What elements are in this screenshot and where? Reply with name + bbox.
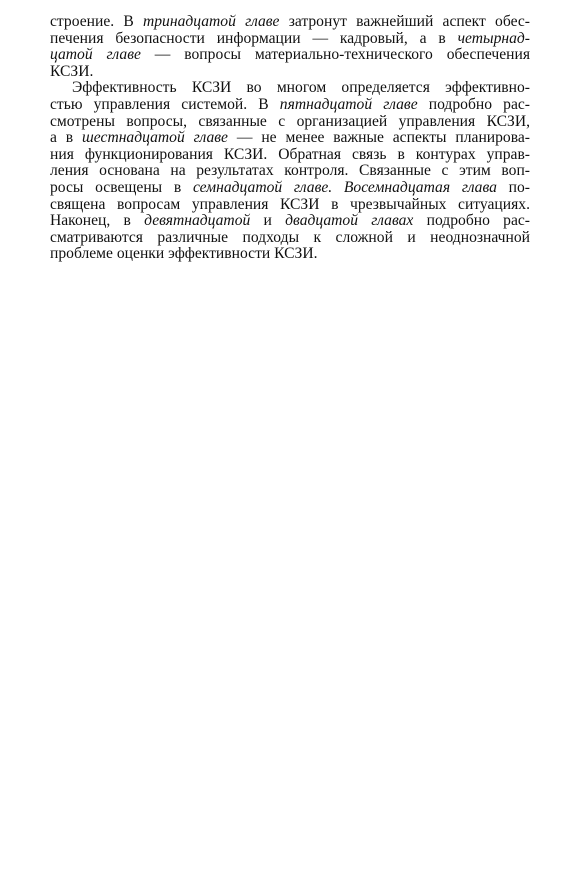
text-segment: священа вопросам управления КСЗИ в чрезвычайных ситуациях. (50, 195, 530, 213)
text-line (50, 114, 530, 131)
italic-text: пятнадцатой главе (279, 95, 418, 113)
text-segment: а в (50, 129, 83, 147)
italic-text: цатой главе (50, 46, 141, 64)
text-line (50, 97, 530, 114)
text-line (50, 213, 530, 230)
text-segment: печения безопасности информации — кадровый, а в (50, 29, 458, 47)
paragraph (50, 80, 530, 263)
text-segment: Наконец, в (50, 212, 145, 230)
italic-text: тринадцатой главе (142, 13, 280, 30)
text-line (50, 130, 530, 147)
text-line (50, 14, 530, 31)
text-segment: подробно рас- (417, 95, 530, 113)
text-segment: стью управления системой. В (50, 95, 280, 113)
italic-text: семнадцатой главе. Восемнадцатая глава (192, 178, 497, 196)
text-line (50, 163, 530, 180)
text-line (50, 197, 530, 214)
text-segment: — не менее важные аспекты планирова- (227, 129, 530, 147)
text-segment: ния функционирования КСЗИ. Обратная связь в контурах управ- (50, 145, 530, 163)
text-body (50, 14, 530, 263)
text-segment: подробно рас- (413, 212, 530, 230)
text-line (50, 64, 530, 81)
text-line (50, 246, 530, 263)
text-segment: — вопросы материально-технического обеспечения (140, 46, 530, 64)
text-segment: КСЗИ. (50, 62, 94, 80)
paragraph (50, 14, 530, 80)
text-segment: и (250, 212, 286, 230)
italic-text: четырнад- (457, 29, 530, 47)
document-page (50, 14, 530, 263)
text-segment: по- (496, 178, 531, 196)
text-segment: проблеме оценки эффективности КСЗИ. (50, 245, 318, 263)
text-segment: смотрены вопросы, связанные с организацией управления КСЗИ, (50, 112, 530, 130)
text-segment: росы освещены в (50, 178, 193, 196)
text-line (50, 31, 530, 48)
italic-text: двадцатой главах (285, 212, 414, 230)
text-line (50, 47, 530, 64)
italic-text: шестнадцатой главе (82, 129, 228, 147)
text-segment: затронут важнейший аспект обес- (279, 13, 531, 30)
text-segment: сматриваются различные подходы к сложной и неоднозначной (50, 228, 530, 246)
text-line (50, 230, 530, 247)
text-line (50, 180, 530, 197)
text-segment: ления основана на результатах контроля. Связанные с этим воп- (50, 162, 530, 180)
text-segment: Эффективность КСЗИ во многом определяется эффективно- (72, 79, 530, 97)
italic-text: девятнадцатой (144, 212, 251, 230)
text-line (50, 147, 530, 164)
text-segment: строение. В (50, 13, 143, 30)
text-line (50, 80, 530, 97)
